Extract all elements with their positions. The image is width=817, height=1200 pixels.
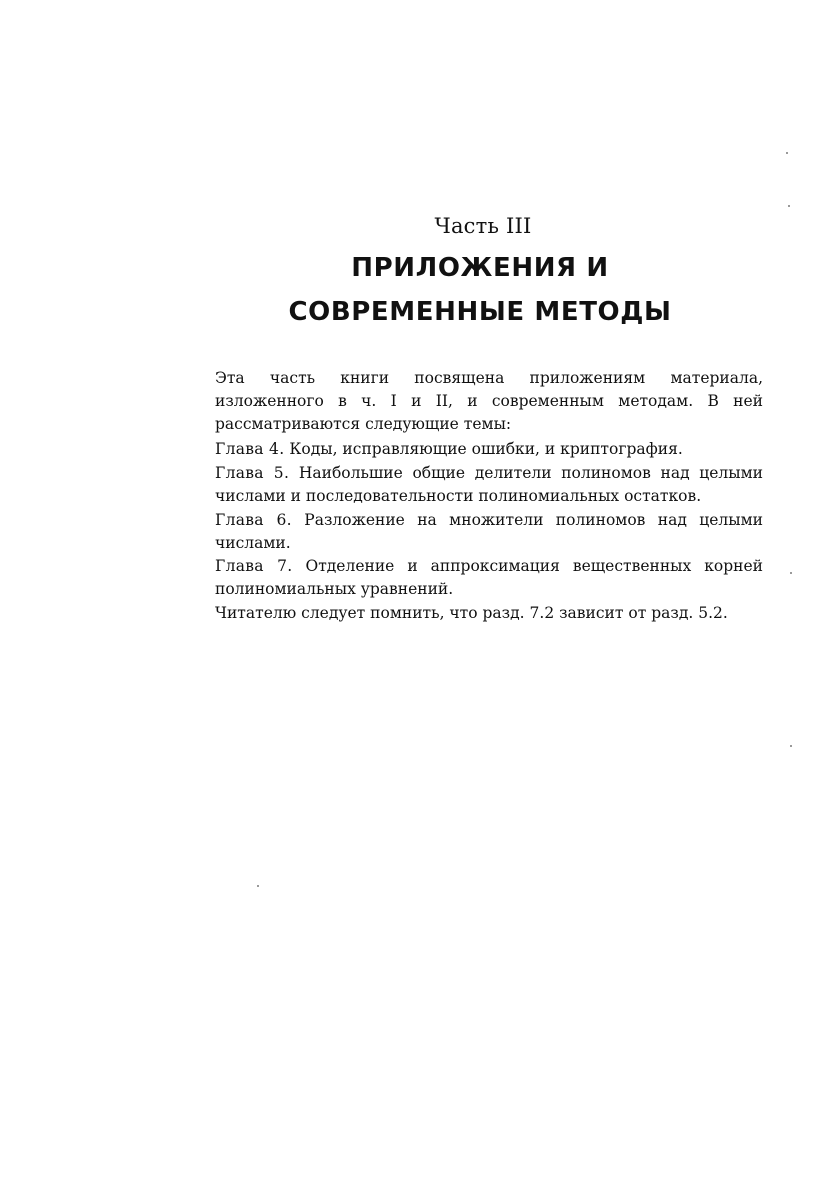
chapter-label: Глава 4. (215, 440, 285, 458)
intro-text: Эта часть книги посвящена приложениям материала, изложенного в ч. I и II, и современным методам. В ней рассматриваются следующие темы: (215, 369, 763, 433)
chapter-item (215, 438, 763, 461)
chapter-item (215, 509, 763, 555)
intro-paragraph (215, 367, 763, 436)
scan-speck (788, 205, 790, 207)
part-title-line-2: СОВРЕМЕННЫЕ МЕТОДЫ (288, 297, 672, 327)
chapter-label: Глава 6. (215, 511, 292, 529)
scan-speck (257, 885, 259, 887)
part-label: Часть III (434, 214, 532, 238)
chapter-item (215, 555, 763, 601)
chapter-text: Разложение на множители полиномов над целыми числами. (215, 511, 763, 552)
scan-speck (786, 152, 788, 154)
part-title-line-1: ПРИЛОЖЕНИЯ И (351, 253, 609, 283)
chapter-item (215, 462, 763, 508)
part-title (0, 246, 817, 334)
chapter-label: Глава 5. (215, 464, 290, 482)
chapter-text: Наибольшие общие делители полиномов над целыми числами и последовательности полиномиальных остатков. (215, 464, 763, 505)
reader-note: Читателю следует помнить, что разд. 7.2 зависит от разд. 5.2. (215, 604, 728, 622)
chapter-text: Отделение и аппроксимация вещественных корней полиномиальных уравнений. (215, 557, 763, 598)
scan-speck (790, 572, 792, 574)
chapter-text: Коды, исправляющие ошибки, и криптография. (289, 440, 683, 458)
chapter-label: Глава 7. (215, 557, 293, 575)
scan-speck (790, 745, 792, 747)
